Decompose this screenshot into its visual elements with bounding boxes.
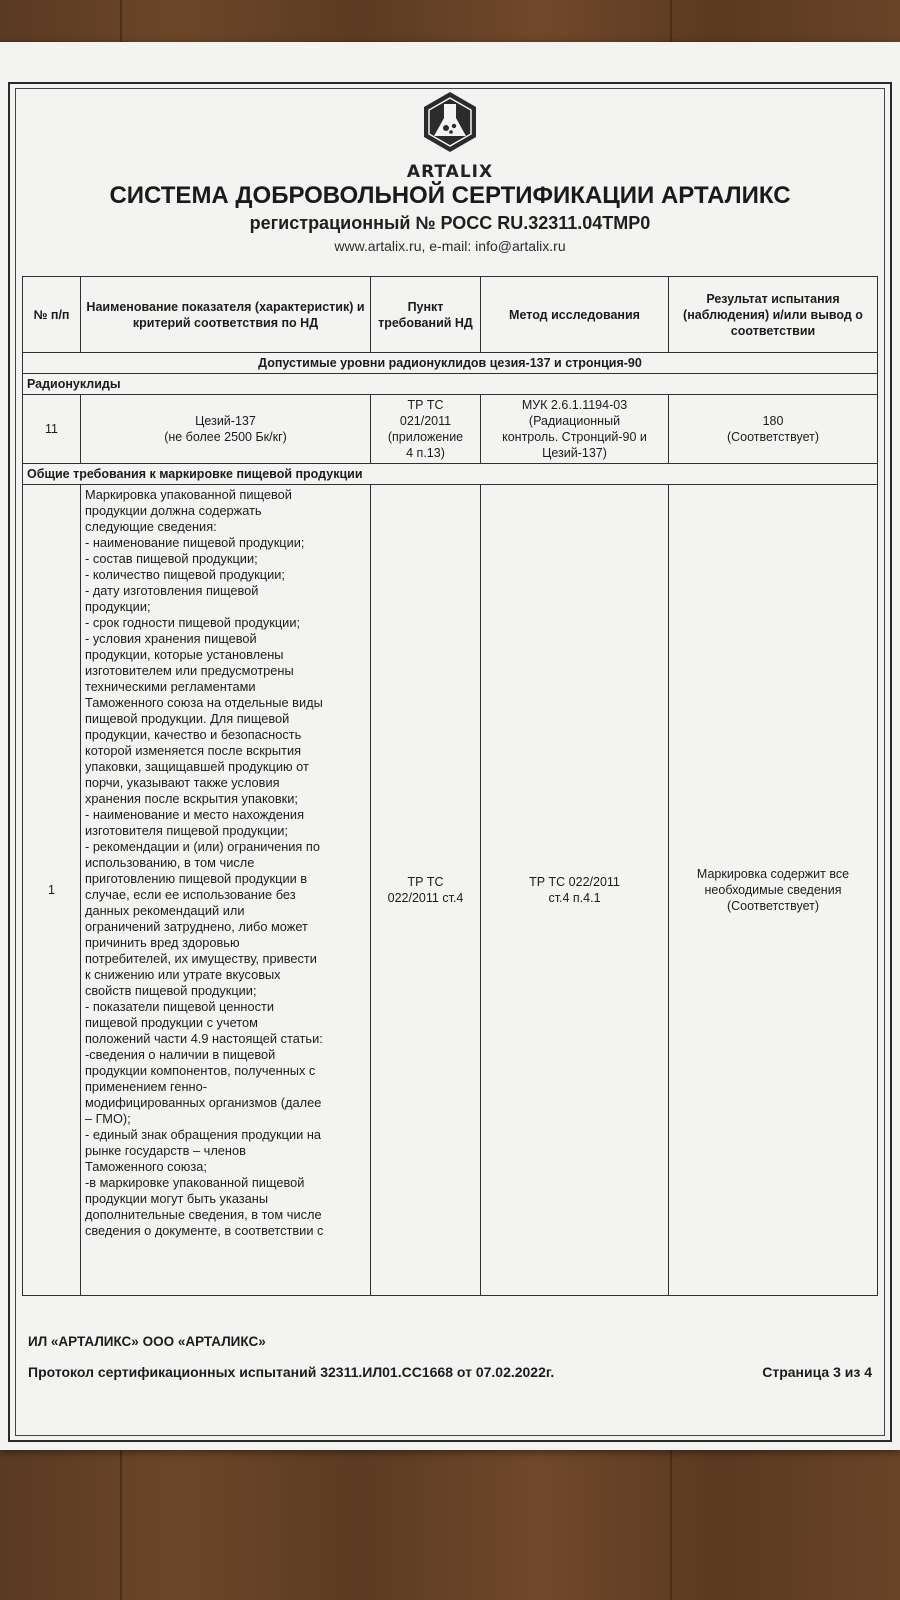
row-clause: ТР ТС 022/2011 ст.4: [371, 485, 481, 1296]
system-title: СИСТЕМА ДОБРОВОЛЬНОЙ СЕРТИФИКАЦИИ АРТАЛИКС: [109, 182, 791, 209]
header-indicator: Наименование показателя (характеристик) и критерий соответствия по НД: [81, 277, 371, 353]
section-row: [23, 353, 878, 374]
table-row: [23, 485, 878, 1296]
header-result: Результат испытания (наблюдения) и/или вывод о соответствии: [669, 277, 878, 353]
footer-protocol-line: [28, 1364, 872, 1380]
row-num: 11: [23, 395, 81, 464]
row-result: 180 (Соответствует): [669, 395, 878, 464]
row-method: МУК 2.6.1.1194-03 (Радиационный контроль. Стронций-90 и Цезий-137): [481, 395, 669, 464]
brand-name: ARTALIX: [406, 162, 494, 182]
document-sheet: [0, 42, 900, 1450]
row-clause: ТР ТС 021/2011 (приложение 4 п.13): [371, 395, 481, 464]
row-indicator: Цезий-137 (не более 2500 Бк/кг): [81, 395, 371, 464]
table-header-row: [23, 277, 878, 353]
header-clause: Пункт требований НД: [371, 277, 481, 353]
subsection-row: [23, 374, 878, 395]
table-row: [23, 395, 878, 464]
document-header: [0, 90, 900, 254]
row-num: 1: [23, 485, 81, 1296]
row-method: ТР ТС 022/2011 ст.4 п.4.1: [481, 485, 669, 1296]
section-title: Общие требования к маркировке пищевой продукции: [23, 464, 878, 485]
subsection-title: Радионуклиды: [23, 374, 878, 395]
test-results-table: [22, 276, 878, 1296]
artalix-logo-icon: [420, 90, 480, 160]
page-number: Страница 3 из 4: [762, 1364, 872, 1380]
section-row: [23, 464, 878, 485]
row-indicator: Маркировка упакованной пищевой продукции должна содержать следующие сведения: - наименование пищевой продукции; - состав пищевой продукции; - количество пищевой продукции; - дату изготовления пищевой продукции; - срок годности пищевой продукции; - условия хранения пищевой продукции, которые установлены изготовителем или предусмотрены техническими регламентами Таможенного союза на отдельные виды пищевой продукции. Для пищевой продукции, качество и безопасность которой изменяется после вскрытия упаковки, защищавшей продукцию от порчи, указывают также условия хранения после вскрытия упаковки; - наименование и место нахождения изготовителя пищевой продукции; - рекомендации и (или) ограничения по использованию, в том числе приготовлению пищевой продукции в случае, если ее использование без данных рекомендаций или ограничений затруднено, либо может причинить вред здоровью потребителей, их имуществу, привести к снижению или утрате вкусовых свойств пищевой продукции; - показатели пищевой ценности пищевой продукции с учетом положений части 4.9 настоящей статьи: -сведения о наличии в пищевой продукции компонентов, полученных с применением генно- модифицированных организмов (далее – ГМО); - единый знак обращения продукции на рынке государств – членов Таможенного союза; -в маркировке упакованной пищевой продукции могут быть указаны дополнительные сведения, в том числе сведения о документе, в соответствии с: [81, 485, 371, 1296]
section-title: Допустимые уровни радионуклидов цезия-137 и стронция-90: [23, 353, 878, 374]
row-result: Маркировка содержит все необходимые сведения (Соответствует): [669, 485, 878, 1296]
registration-number: регистрационный № РОСС RU.32311.04ТМР0: [249, 213, 651, 233]
contacts: www.artalix.ru, e-mail: info@artalix.ru: [334, 238, 566, 254]
header-method: Метод исследования: [481, 277, 669, 353]
footer-protocol: Протокол сертификационных испытаний 32311.ИЛ01.СС1668 от 07.02.2022г.: [28, 1364, 555, 1380]
header-num: № п/п: [23, 277, 81, 353]
footer-lab: ИЛ «АРТАЛИКС» ООО «АРТАЛИКС»: [28, 1334, 266, 1349]
